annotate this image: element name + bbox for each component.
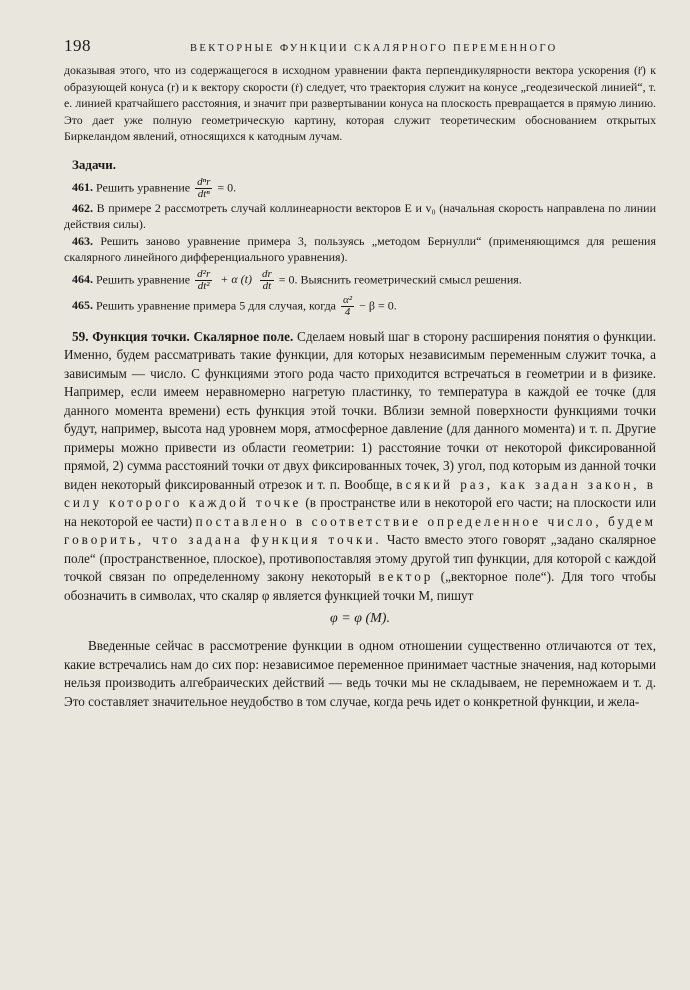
fraction-denominator: 4: [344, 305, 351, 318]
intro-block: [64, 62, 656, 145]
section-text-a: Сделаем новый шаг в сторону расширения понятия о функции. Именно, будем рассматривать такие функции, для которых независимым переменным служит точка, а зависимым — число. С функциями этого рода часто приходится встречаться в геометрии и в физике. Например, если имеем неравномерно нагретую пластинку, то температура в каждой ее точке (для данного момента времени) есть функция этой точки. Вблизи земной поверхности функциями точки будут, например, высота над уровнем моря, атмосферное давление (для данного момента) и т. п. Другие примеры можно привести из области геометрии: 1) расстояние точки от некоторой фиксированной прямой, 2) сумма расстояний точки от двух фиксированных точек, 3) угол, под которым из данной точки виден некоторый фиксированный отрезок и т. п. Вообще,: [64, 328, 657, 492]
fraction-numerator: α²: [343, 293, 353, 306]
task-tail: = 0.: [217, 179, 237, 194]
display-formula: φ = φ (M).: [330, 611, 390, 626]
page-header: [64, 36, 656, 62]
task-text: Решить уравнение: [96, 271, 191, 286]
task-463: [64, 233, 656, 266]
task-tail: − β = 0.: [359, 297, 397, 312]
task-number: 463.: [72, 233, 93, 248]
task-text: Решить уравнение: [96, 179, 191, 194]
task-tail: = 0. Выяснить геометрический смысл решения.: [278, 271, 522, 286]
section-text-c: Часто вместо этого говорят „задано скалярное поле“ (пространственное, плоское), противопоставляя этому другой тип функции, для которой с каждой точкой связан по определенному закону некоторый: [64, 532, 657, 584]
task-text: В примере 2 рассмотреть случай коллинеарности векторов E и v₀ (начальная скорость направлена по линии действия силы).: [64, 200, 657, 231]
equation-middle: + α (t): [220, 271, 252, 286]
spaced-emphasis-3: вектор: [378, 569, 434, 584]
task-number: 464.: [72, 271, 93, 286]
spaced-emphasis-1: всякий раз, как задан закон, в силу которого каждой точке: [64, 476, 657, 510]
fraction-numerator: dⁿr: [197, 175, 211, 188]
task-number: 465.: [72, 297, 93, 312]
fraction: [195, 177, 212, 200]
task-number: 462.: [72, 200, 93, 215]
section-paragraph: [64, 328, 656, 606]
fraction: [341, 295, 354, 318]
fraction-denominator: dtⁿ: [197, 187, 210, 200]
tasks-block: [64, 157, 656, 318]
section-number: 59.: [72, 328, 89, 344]
task-465: [64, 295, 656, 318]
page-number: 198: [64, 36, 91, 55]
section-59: [64, 328, 656, 628]
tasks-title: Задачи.: [72, 156, 116, 172]
task-461: [64, 177, 656, 200]
fraction-numerator: d²r: [197, 267, 211, 280]
closing-paragraph: Введенные сейчас в рассмотрение функции в одном отношении существенно отличаются от тех, какие встречались нам до сих пор: независимое переменное принимает частные значения, над которыми нельзя производить алгебраических действий — ведь точки мы не складываем, не перемножаем и т. д. Это составляет значительное неудобство в том случае, когда речь идет о конкретной функции, и жела-: [64, 638, 656, 709]
task-462: [64, 200, 656, 233]
fraction: [195, 269, 212, 292]
task-464: [64, 269, 656, 292]
task-text: Решить заново уравнение примера 3, пользуясь „методом Бернулли“ (применяющимся для решения скалярного линейного дифференциального уравнения).: [64, 233, 656, 264]
intro-paragraph: доказывая этого, что из содержащегося в исходном уравнении факта перпендикулярности вектора ускорения (r̈) к образующей конуса (r) и к вектору скорости (ṙ) следует, что траектория служит на конусе „геодезической линией“, т. е. линией кратчайшего расстояния, и значит при развертывании конуса на плоскость превращается в прямую линию. Это дает уже полную геометрическую картину, которая служит теоретическим обоснованием открытых Биркеландом явлений, относящихся к катодным лучам.: [64, 63, 656, 143]
task-text: Решить уравнение примера 5 для случая, когда: [96, 297, 337, 312]
fraction-denominator: dt: [262, 279, 272, 292]
running-head: ВЕКТОРНЫЕ ФУНКЦИИ СКАЛЯРНОГО ПЕРЕМЕННОГО: [190, 43, 558, 54]
fraction-numerator: dr: [261, 267, 272, 280]
fraction-denominator: dt²: [197, 279, 210, 292]
fraction: [260, 269, 274, 292]
section-text-d: („векторное поле“). Для того чтобы обозначить в символах, что скаляр φ является функцией точки M, пишут: [64, 569, 657, 603]
section-title: Функция точки. Скалярное поле.: [92, 328, 294, 344]
closing-block: [64, 637, 656, 711]
section-text-b: (в пространстве или в некоторой его части; на плоскости или на некоторой ее части): [64, 495, 656, 529]
spaced-emphasis-2: поставлено в соответствие определенное число, будем говорить, что задана функция точки.: [64, 513, 656, 547]
task-number: 461.: [72, 179, 93, 194]
